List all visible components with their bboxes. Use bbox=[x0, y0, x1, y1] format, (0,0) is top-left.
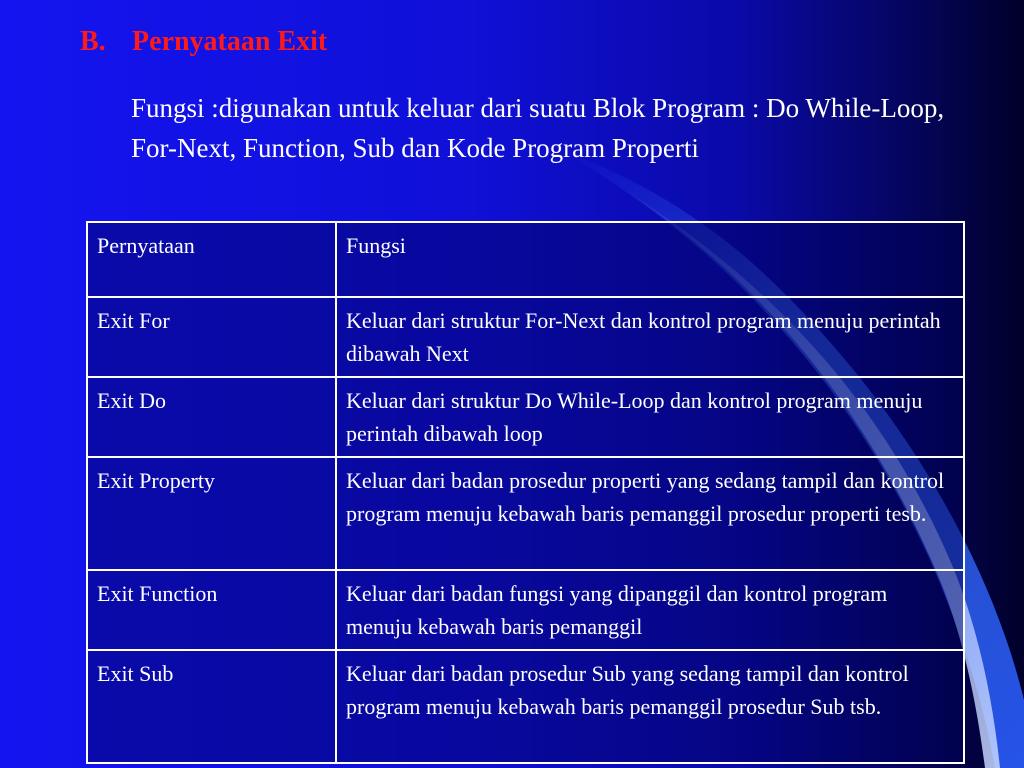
heading-letter: B. bbox=[80, 26, 106, 57]
statement-cell: Exit Property bbox=[87, 457, 336, 570]
header-cell-fungsi: Fungsi bbox=[336, 222, 964, 297]
function-cell: Keluar dari struktur Do While-Loop dan kontrol program menuju perintah dibawah loop bbox=[336, 377, 964, 457]
statement-cell: Exit Do bbox=[87, 377, 336, 457]
exit-statements-table bbox=[86, 221, 965, 764]
heading-title: Pernyataan Exit bbox=[132, 26, 328, 57]
table-row bbox=[87, 457, 964, 570]
table-row bbox=[87, 297, 964, 377]
intro-paragraph: Fungsi :digunakan untuk keluar dari suatu Blok Program : Do While-Loop, For-Next, Function, Sub dan Kode Program Properti bbox=[131, 93, 945, 163]
statement-cell: Exit Sub bbox=[87, 650, 336, 763]
statement-cell: Exit For bbox=[87, 297, 336, 377]
function-cell: Keluar dari badan fungsi yang dipanggil dan kontrol program menuju kebawah baris pemanggil bbox=[336, 570, 964, 650]
function-cell: Keluar dari badan prosedur properti yang sedang tampil dan kontrol program menuju kebawah baris pemanggil prosedur properti tesb. bbox=[336, 457, 964, 570]
statement-cell: Exit Function bbox=[87, 570, 336, 650]
header-cell-pernyataan: Pernyataan bbox=[87, 222, 336, 297]
table-row bbox=[87, 570, 964, 650]
table-row bbox=[87, 377, 964, 457]
table-header-row bbox=[87, 222, 964, 297]
table-row bbox=[87, 650, 964, 763]
function-cell: Keluar dari struktur For-Next dan kontrol program menuju perintah dibawah Next bbox=[336, 297, 964, 377]
slide-heading bbox=[80, 26, 327, 58]
function-cell: Keluar dari badan prosedur Sub yang sedang tampil dan kontrol program menuju kebawah baris pemanggil prosedur Sub tsb. bbox=[336, 650, 964, 763]
